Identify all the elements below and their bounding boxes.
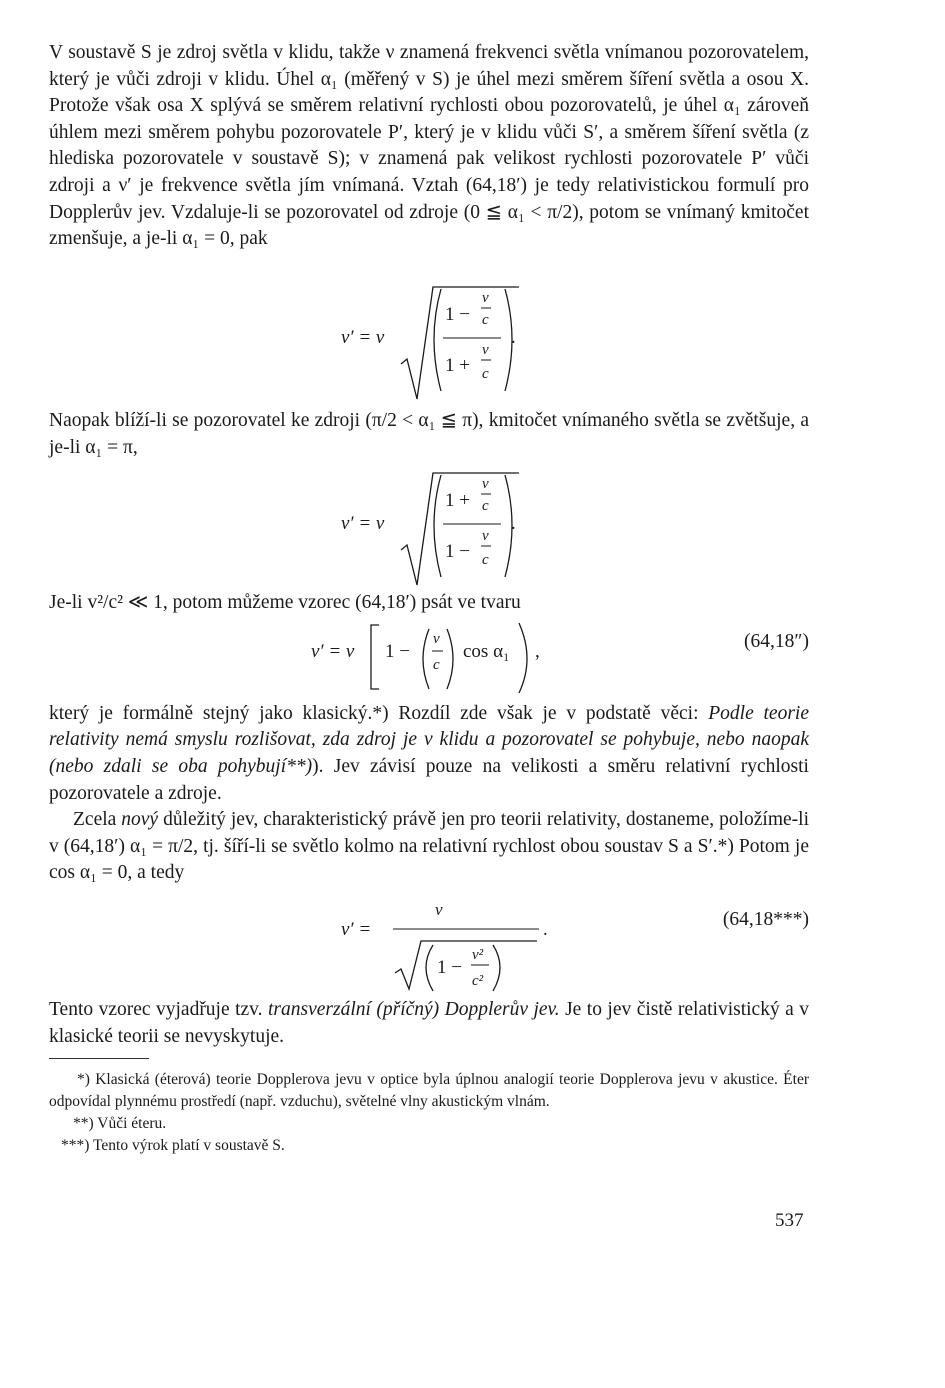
- equation-2: [49, 461, 809, 588]
- paragraph-4: [49, 701, 809, 807]
- eq2-num-c: c: [482, 498, 489, 515]
- eq3-paren-left: [423, 629, 429, 689]
- paragraph-5-end: důležitý jev, charakteristický právě jen pro teorii relativity, dostaneme, položíme-li v (64,18′) α₁ = π/2, tj. šíří-li se světlo kolmo na relativní rychlost obou soustav S a S′.*) Potom je cos α₁ = 0, a tedy: [49, 809, 810, 884]
- eq3-cos: cos α₁: [463, 640, 510, 662]
- eq4-one: 1 −: [437, 956, 462, 978]
- paragraph-5: [49, 807, 809, 887]
- eq2-den-c: c: [482, 552, 489, 569]
- footnote-rule: [49, 1058, 149, 1059]
- eq1-num-c: c: [482, 312, 489, 328]
- footnote-2: **) Vůči éteru.: [73, 1115, 167, 1133]
- eq3-lhs: ν′ = ν: [311, 640, 355, 662]
- eq4-c2: c²: [472, 972, 484, 989]
- eq1-lhs: ν′ = ν: [341, 327, 385, 348]
- eq2-den-one: 1 −: [445, 541, 470, 563]
- footnote-1: *) Klasická (éterová) teorie Dopplerova jevu v optice byla úplnou analogií teorie Dopplerova jevu v akustice. Éter odpovídal plynnému prostředí (např. vzduchu), světelné vlny akustickým vlnám.: [49, 1071, 809, 1111]
- eq3-paren-right: [447, 629, 453, 689]
- eq1-den-one: 1 +: [445, 355, 470, 376]
- eq1-num-one: 1 −: [445, 304, 470, 325]
- eq1-end: .: [511, 327, 516, 348]
- eq2-end: .: [511, 513, 516, 535]
- eq4-paren-left: [426, 945, 433, 991]
- paragraph-4-start: který je formálně stejný jako klasický.*) Rozdíl zde však je v podstatě věci:: [49, 702, 709, 724]
- eq4-sqrt: [395, 941, 537, 989]
- equation-3-label: (64,18″): [744, 630, 809, 652]
- eq4-v2: v²: [472, 946, 484, 963]
- paragraph-6-start: Tento vzorec vyjadřuje tzv.: [49, 998, 268, 1020]
- eq2-den-v: v: [482, 528, 489, 545]
- eq4-paren-right: [493, 945, 500, 991]
- paragraph-4-italic: Podle teorie relativity nemá smyslu rozlišovat, zda zdroj je v klidu a pozorovatel se pohybuje, nebo naopak (nebo zdali se oba pohybují**): [49, 702, 810, 777]
- equation-4-formula: [49, 887, 809, 993]
- paragraph-5-start: Zcela: [73, 809, 122, 831]
- eq2-lhs: ν′ = ν: [341, 513, 385, 535]
- eq4-end: .: [543, 918, 548, 940]
- paragraph-4-end: ). Jev závisí pouze na velikosti a směru relativní rychlosti pozorovatele a zdroje.: [49, 755, 809, 804]
- eq3-bracket-left: [371, 625, 379, 689]
- eq4-lhs: ν′ =: [341, 918, 372, 940]
- page-content: [49, 40, 809, 1157]
- eq1-den-v: v: [482, 342, 489, 358]
- equation-3: [49, 617, 809, 695]
- eq2-num-one: 1 +: [445, 490, 470, 512]
- paragraph-1: V soustavě S je zdroj světla v klidu, takže ν znamená frekvenci světla vnímanou pozorovatelem, který je vůči zdroji v klidu. Úhel α₁ (měřený v S) je úhel mezi směrem šíření světla a osou X. Protože však osa X splývá se směrem relativní rychlosti obou pozorovatelů, je úhel α₁ zároveň úhlem mezi směrem pohybu pozorovatele P′, který je v klidu vůči S′, a směrem šíření světla (z hlediska pozorovatele v soustavě S); v znamená pak velikost rychlosti pozorovatele P′ vůči zdroji a ν′ je frekvence světla jím vnímaná. Vztah (64,18′) je tedy relativistickou formulí pro Dopplerův jev. Vzdaluje-li se pozorovatel od zdroje (0 ≦ α₁ < π/2), potom se vnímaný kmitočet zmenšuje, a je-li α₁ = 0, pak: [49, 42, 809, 250]
- paragraph-6: [49, 997, 809, 1050]
- eq3-c: c: [433, 656, 440, 673]
- paragraph-6-italic: transverzální (příčný) Dopplerův jev.: [267, 998, 560, 1020]
- eq3-v: v: [433, 630, 440, 647]
- equation-3-formula: [49, 617, 809, 695]
- equation-1-formula: [49, 279, 809, 402]
- eq2-num-v: v: [482, 476, 489, 493]
- paragraph-3: Je-li v²/c² ≪ 1, potom můžeme vzorec (64,18′) psát ve tvaru: [49, 592, 521, 614]
- equation-4-label: (64,18***): [722, 908, 809, 930]
- eq1-paren-left: [434, 289, 441, 391]
- footnote-3: ***) Tento výrok platí v soustavě S.: [61, 1137, 285, 1155]
- eq4-num: ν: [435, 899, 443, 919]
- paragraph-6-end: Je to jev čistě relativistický a v klasické teorii se nevyskytuje.: [49, 998, 810, 1047]
- equation-4: [49, 887, 809, 993]
- eq3-end: ,: [535, 640, 540, 662]
- page-number: 537: [775, 1210, 804, 1231]
- eq3-paren-big-right: [519, 623, 527, 693]
- eq3-one: 1 −: [385, 640, 410, 662]
- equation-1: [49, 279, 809, 402]
- equation-2-formula: [49, 461, 809, 588]
- paragraph-2: Naopak blíží-li se pozorovatel ke zdroji (π/2 < α₁ ≦ π), kmitočet vnímaného světla se zvětšuje, a je-li α₁ = π,: [49, 410, 809, 458]
- eq1-num-v: v: [482, 290, 489, 306]
- paragraph-5-italic: nový: [121, 809, 159, 831]
- eq1-den-c: c: [482, 366, 489, 382]
- eq2-paren-left: [434, 475, 441, 577]
